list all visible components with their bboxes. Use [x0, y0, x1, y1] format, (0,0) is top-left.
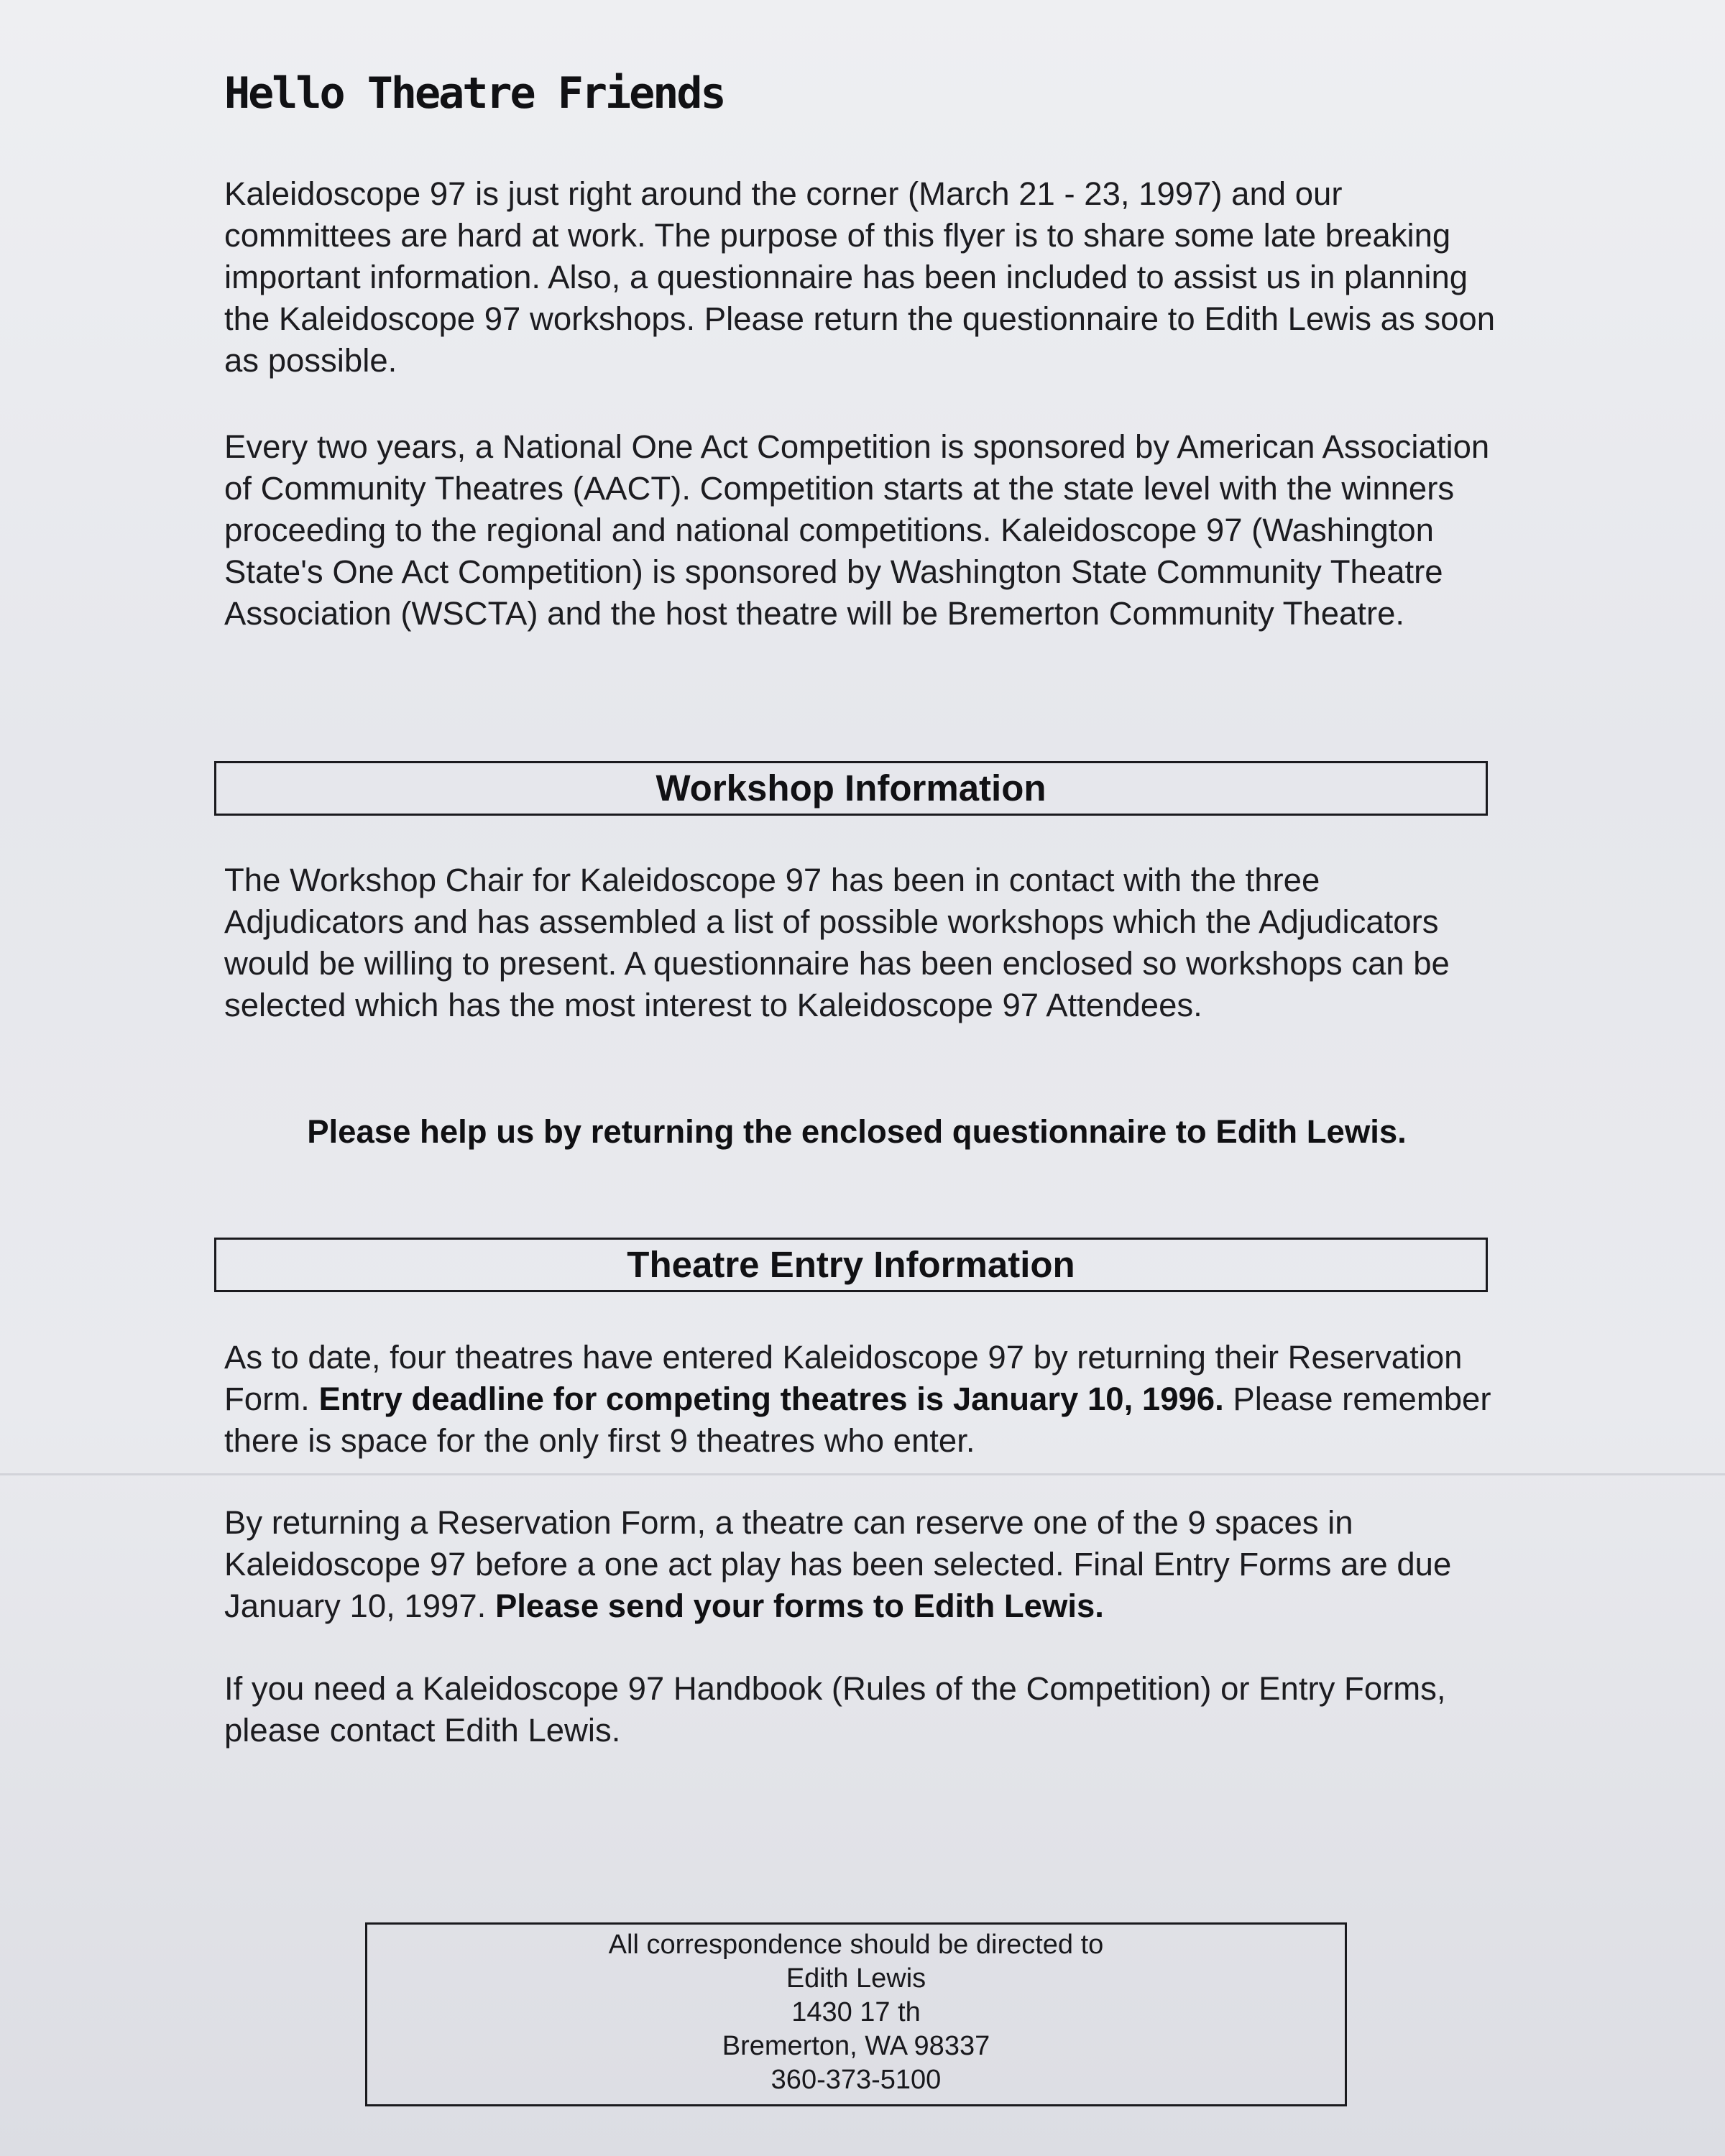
- contact-name: Edith Lewis: [786, 1963, 926, 1994]
- entry-paragraph-3: If you need a Kaleidoscope 97 Handbook (Rules of the Competition) or Entry Forms, please contact Edith Lewis.: [224, 1670, 1446, 1749]
- entry-p1-end-text: Please remember there is space for the only first 9 theatres who enter.: [224, 1381, 1491, 1459]
- competition-paragraph: Every two years, a National One Act Competition is sponsored by American Association of Community Theatres (AACT). Competition starts at the state level with the winners proceeding to the regional and national competitions. Kaleidoscope 97 (Washington State's One Act Competition) is sponsored by Washington State Community Theatre Association (WSCTA) and the host theatre will be Bremerton Community Theatre.: [224, 428, 1490, 632]
- contact-street: 1430 17 th: [791, 1997, 921, 2027]
- entry-p2-text: By returning a Reservation Form, a theatre can reserve one of the 9 spaces in Kaleidoscope 97 before a one act play has been selected. Final Entry Forms are due January 10, 1997.: [224, 1504, 1452, 1624]
- workshop-callout: Please help us by returning the enclosed questionnaire to Edith Lewis.: [307, 1113, 1407, 1150]
- contact-phone: 360-373-5100: [770, 2065, 942, 2095]
- paper-fold-line: [0, 1473, 1725, 1475]
- entry-paragraph-1: [224, 1337, 1504, 1462]
- workshop-paragraph: The Workshop Chair for Kaleidoscope 97 has been in contact with the three Adjudicators and has assembled a list of possible workshops which the Adjudicators would be willing to present. A questionnaire has been enclosed so workshops can be selected which has the most interest to Kaleidoscope 97 Attendees.: [224, 862, 1450, 1023]
- greeting-heading: Hello Theatre Friends: [224, 68, 724, 119]
- contact-intro: All correspondence should be directed to: [608, 1930, 1104, 1960]
- contact-city: Bremerton, WA 98337: [722, 2031, 990, 2061]
- contact-box: [365, 1922, 1347, 2106]
- entry-send-forms-text: Please send your forms to Edith Lewis.: [494, 1588, 1104, 1624]
- intro-paragraph: Kaleidoscope 97 is just right around the corner (March 21 - 23, 1997) and our committees are hard at work. The purpose of this flyer is to share some late breaking important information. Also, a questionnaire has been included to assist us in planning the Kaleidoscope 97 workshops. Please return the questionnaire to Edith Lewis as soon as possible.: [224, 175, 1496, 379]
- entry-paragraph-2: [224, 1502, 1504, 1627]
- entry-p1-text: As to date, four theatres have entered Kaleidoscope 97 by returning their Reservation Form.: [224, 1339, 1463, 1417]
- workshop-section-heading: Workshop Information: [214, 761, 1488, 816]
- entry-section-heading: Theatre Entry Information: [214, 1238, 1488, 1292]
- entry-deadline-text: Entry deadline for competing theatres is January 10, 1996.: [318, 1381, 1224, 1417]
